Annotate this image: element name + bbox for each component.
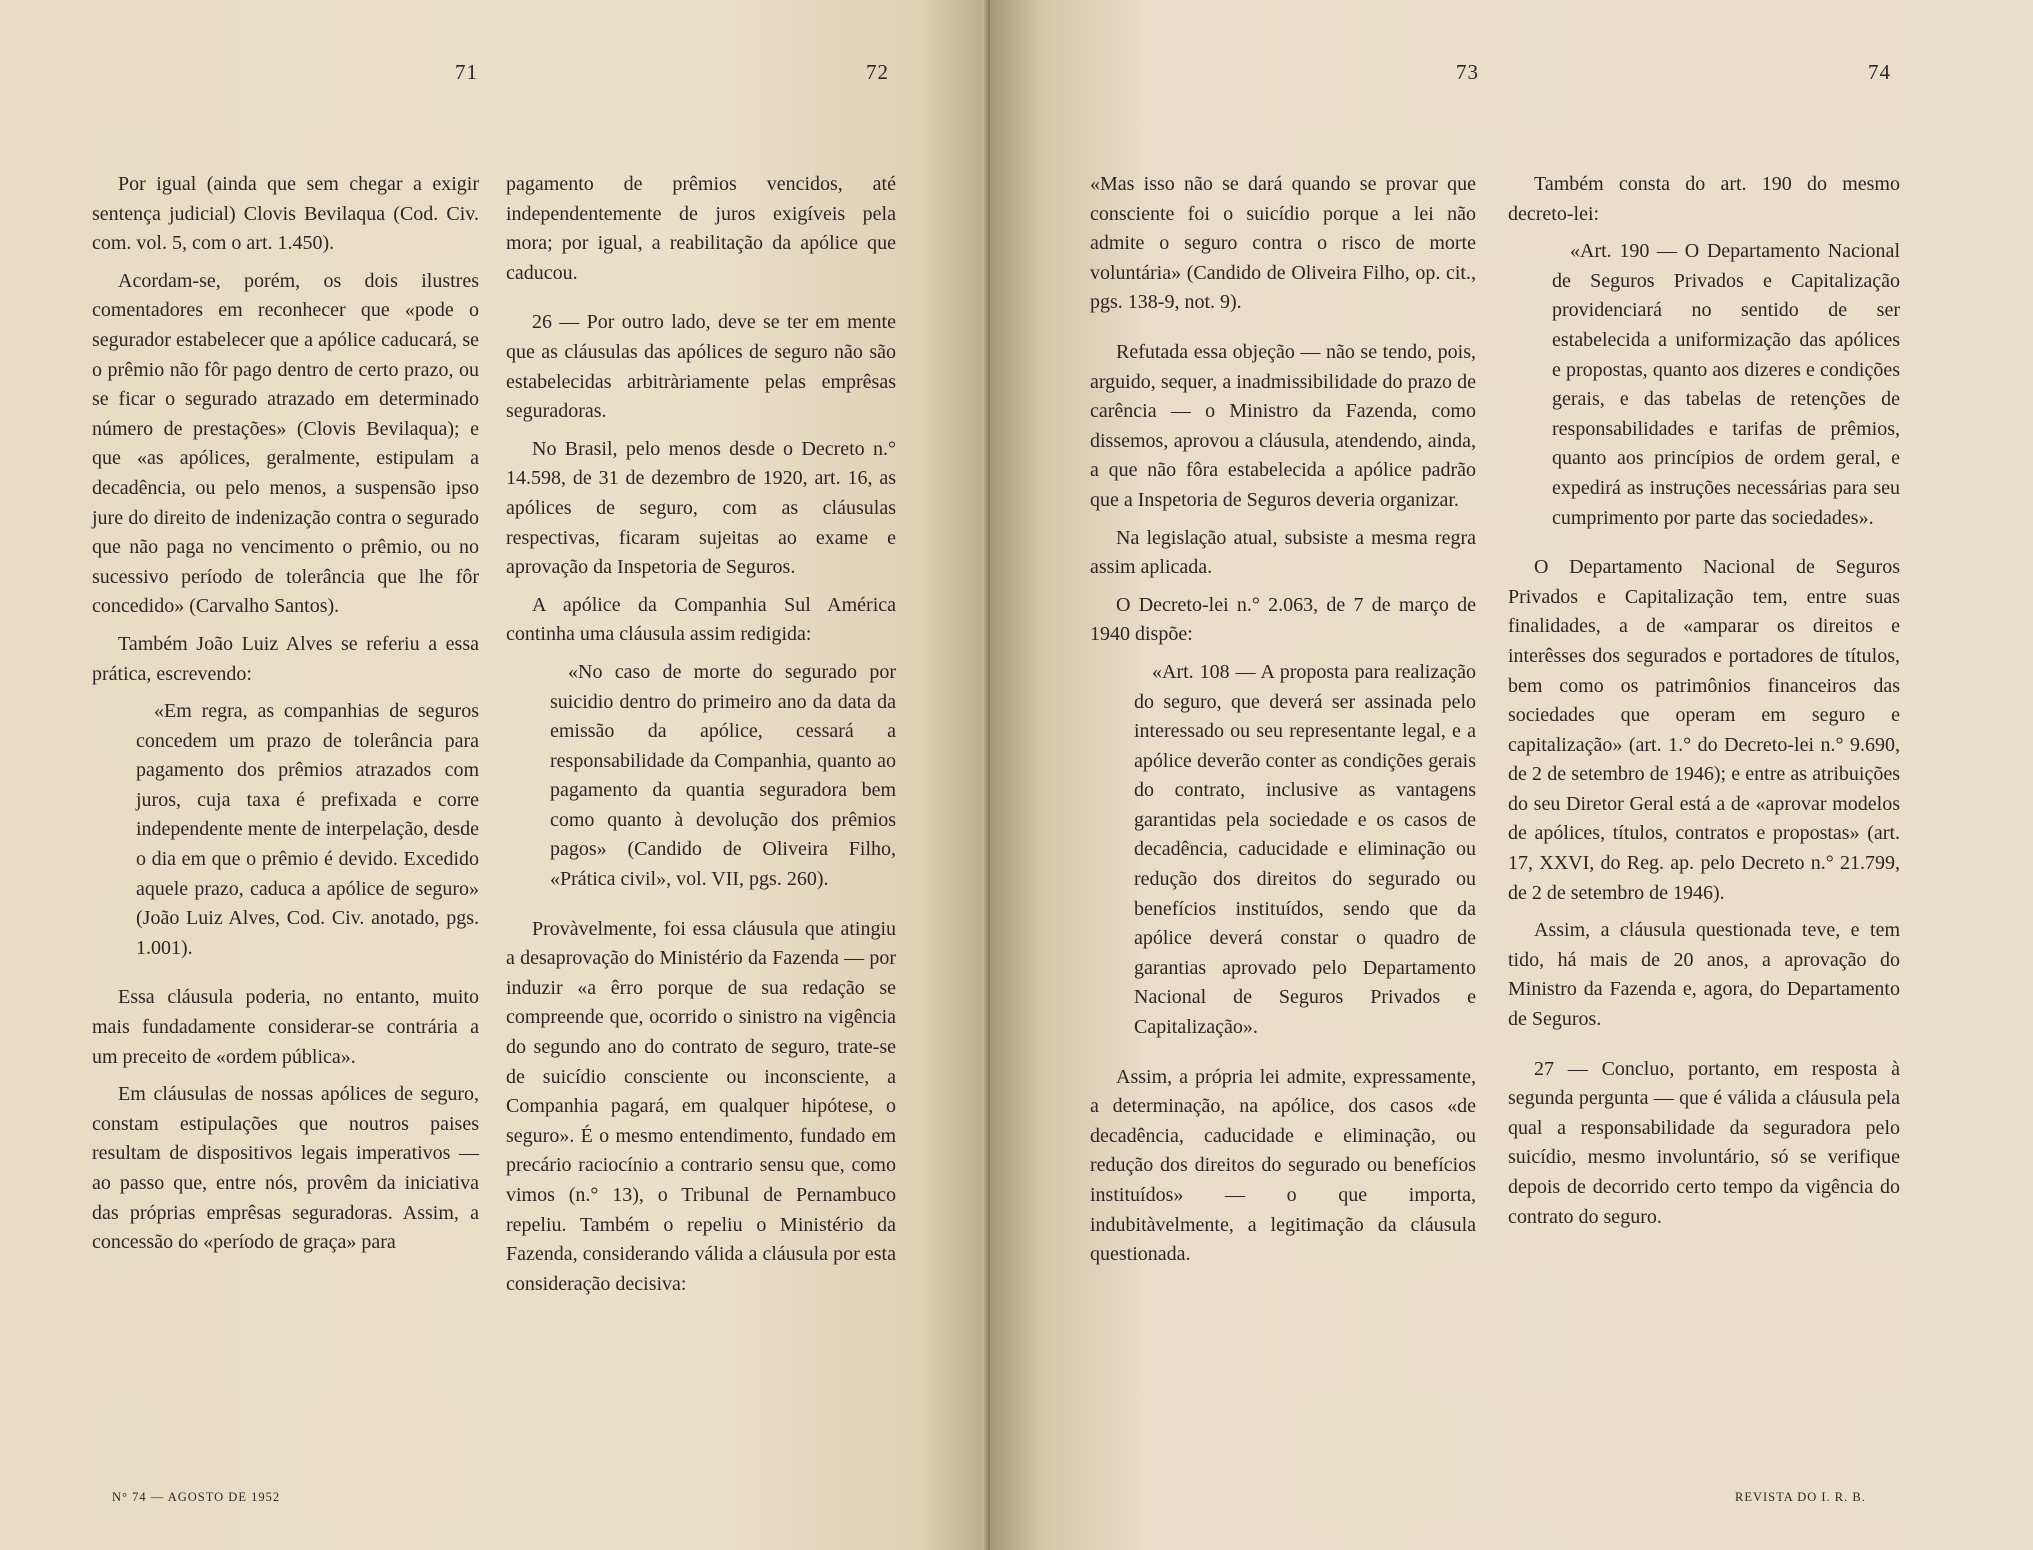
right-page: [990, 0, 2033, 1550]
paragraph: Assim, a cláusula questionada teve, e tem tido, há mais de 20 anos, a aprovação do Ministro da Fazenda e, agora, do Departamento de Seguros.: [1508, 919, 1900, 1031]
block-quote: «Art. 108 — A proposta para realização do seguro, que deverá ser assinada pelo interessado ou seu representante legal, e a apólice deverão conter as condições gerais do contrato, inclusive as vantagens garantidas pela sociedade e os casos de decadência, caducidade e eliminação ou redução dos direitos do segurado ou benefícios instituídos, sendo que da apólice deverá constar o quadro de garantias aprovado pelo Departamento Nacional de Seguros Privados e Capitalização».: [1134, 660, 1476, 1039]
paragraph: No Brasil, pelo menos desde o Decreto n.° 14.598, de 31 de dezembro de 1920, art. 16, as apólices de seguro, com as cláusulas respectivas, ficaram sujeitas ao exame e aprovação da Inspetoria de Seguros.: [506, 437, 896, 579]
paragraph: «Mas isso não se dará quando se provar que consciente foi o suicídio porque a lei não admite o seguro contra o risco de morte voluntária» (Candido de Oliveira Filho, op. cit., pgs. 138-9, not. 9).: [1090, 173, 1476, 314]
footer-issue: N° 74 — AGOSTO DE 1952: [112, 1490, 281, 1504]
paragraph: Na legislação atual, subsiste a mesma regra assim aplicada.: [1090, 526, 1476, 579]
paragraph: Refutada essa objeção — não se tendo, pois, arguido, sequer, a inadmissibilidade do prazo de carência — o Ministro da Fazenda, como dissemos, aprovou a cláusula, atendendo, ainda, a que não fôra estabelecida a apólice padrão que a Inspetoria de Seguros deveria organizar.: [1090, 340, 1476, 511]
column-page-71: [92, 170, 479, 1266]
paragraph: Acordam-se, porém, os dois ilustres comentadores em reconhecer que «pode o segurador estabelecer que a apólice caducará, se o prêmio não fôr pago dentro de certo prazo, ou se ficar o segurado atrazado em determinado número de prestações» (Clovis Bevilaqua); e que «as apólices, geralmente, estipulam a decadência, ou pelo menos, a suspensão ipso jure do direito de indenização contra o segurado que não paga no vencimento o prêmio, ou no sucessivo período de tolerância que lhe fôr concedido» (Carvalho Santos).: [92, 269, 479, 618]
page-number-74: 74: [1868, 60, 1891, 84]
left-page: [0, 0, 990, 1550]
paragraph: Também João Luiz Alves se referiu a essa prática, escrevendo:: [92, 632, 479, 685]
block-quote: «Art. 190 — O Departamento Nacional de Seguros Privados e Capitalização providenciará no sentido de ser estabelecida a uniformização das apólices e propostas, quanto aos dizeres e condições gerais, e das tabelas de retenções de responsabilidades e tarifas de prêmios, quanto aos princípios de ordem geral, e expedirá as instruções necessárias para seu cumprimento por parte das sociedades».: [1552, 240, 1900, 529]
paragraph: Também consta do art. 190 do mesmo decreto-lei:: [1508, 173, 1900, 225]
paragraph: O Decreto-lei n.° 2.063, de 7 de março de 1940 dispõe:: [1090, 593, 1476, 646]
page-number-73: 73: [1456, 60, 1479, 84]
paragraph: 27 — Concluo, portanto, em resposta à segunda pergunta — que é válida a cláusula pela qual a responsabilidade da seguradora pelo suicídio, mesmo involuntário, só se verifique depois de decorrido certo tempo da vigência do contrato do seguro.: [1508, 1057, 1900, 1228]
page-number-71: 71: [455, 60, 478, 84]
paragraph: O Departamento Nacional de Seguros Privados e Capitalização tem, entre suas finalidades, a de «amparar os direitos e interêsses dos segurados e portadores de títulos, bem como os patrimônios financeiros das sociedades que operam em seguro e capitalização» (art. 1.° do Decreto-lei n.° 9.690, de 2 de setembro de 1946); e entre as atribuições do seu Diretor Geral está a de «aprovar modelos de apólices, títulos, contratos e propostas» (art. 17, XXVI, do Reg. ap. pelo Decreto n.° 21.799, de 2 de setembro de 1946).: [1508, 556, 1900, 904]
paragraph: Em cláusulas de nossas apólices de seguro, constam estipulações que noutros paises resultam de dispositivos legais imperativos — ao passo que, entre nós, provêm da iniciativa das próprias emprêsas seguradoras. Assim, a concessão do «período de graça» para: [92, 1083, 479, 1254]
paragraph: A apólice da Companhia Sul América continha uma cláusula assim redigida:: [506, 593, 896, 646]
page-number-72: 72: [866, 60, 889, 84]
block-quote: «Em regra, as companhias de seguros concedem um prazo de tolerância para pagamento dos prêmios atrazados com juros, cuja taxa é prefixada e corre independente mente de interpelação, desde o dia em que o prêmio é devido. Excedido aquele prazo, caduca a apólice de seguro» (João Luiz Alves, Cod. Civ. anotado, pgs. 1.001).: [136, 700, 479, 959]
paragraph: Essa cláusula poderia, no entanto, muito mais fundadamente considerar-se contrária a um preceito de «ordem pública».: [92, 986, 479, 1068]
paragraph: pagamento de prêmios vencidos, até independentemente de juros exigíveis pela mora; por igual, a reabilitação da apólice que caducou.: [506, 173, 896, 284]
paragraph: Assim, a própria lei admite, expressamente, a determinação, na apólice, dos casos «de decadência, caducidade e eliminação, ou redução dos direitos do segurado ou benefícios instituídos» — o que importa, indubitàvelmente, a legitimação da cláusula questionada.: [1090, 1065, 1476, 1266]
paragraph: Provàvelmente, foi essa cláusula que atingiu a desaprovação do Ministério da Fazenda — por induzir «a êrro porque de sua redação se compreende que, ocorrido o sinistro na vigência do segundo ano do contrato de seguro, trate-se de suicídio consciente ou inconsciente, a Companhia pagará, em qualquer hipótese, o seguro». É o mesmo entendimento, fundado em precário raciocínio a contrario sensu que, como vimos (n.° 13), o Tribunal de Pernambuco repeliu. Também o repeliu o Ministério da Fazenda, considerando válida a cláusula por esta consideração decisiva:: [506, 917, 896, 1295]
column-page-72: [506, 170, 896, 1307]
paragraph: 26 — Por outro lado, deve se ter em mente que as cláusulas das apólices de seguro não são estabelecidas arbitràriamente pelas emprêsas seguradoras.: [506, 311, 896, 423]
footer-journal: REVISTA DO I. R. B.: [1735, 1490, 1866, 1504]
column-page-74: [1508, 170, 1900, 1240]
column-page-73: [1090, 170, 1476, 1278]
block-quote: «No caso de morte do segurado por suicidio dentro do primeiro ano da data da emissão da apólice, cessará a responsabilidade da Companhia, quanto ao pagamento da quantia seguradora bem como quanto à devolução dos prêmios pagos» (Candido de Oliveira Filho, «Prática civil», vol. VII, pgs. 260).: [550, 660, 896, 891]
paragraph: Por igual (ainda que sem chegar a exigir sentença judicial) Clovis Bevilaqua (Cod. Civ. com. vol. 5, com o art. 1.450).: [92, 173, 479, 255]
